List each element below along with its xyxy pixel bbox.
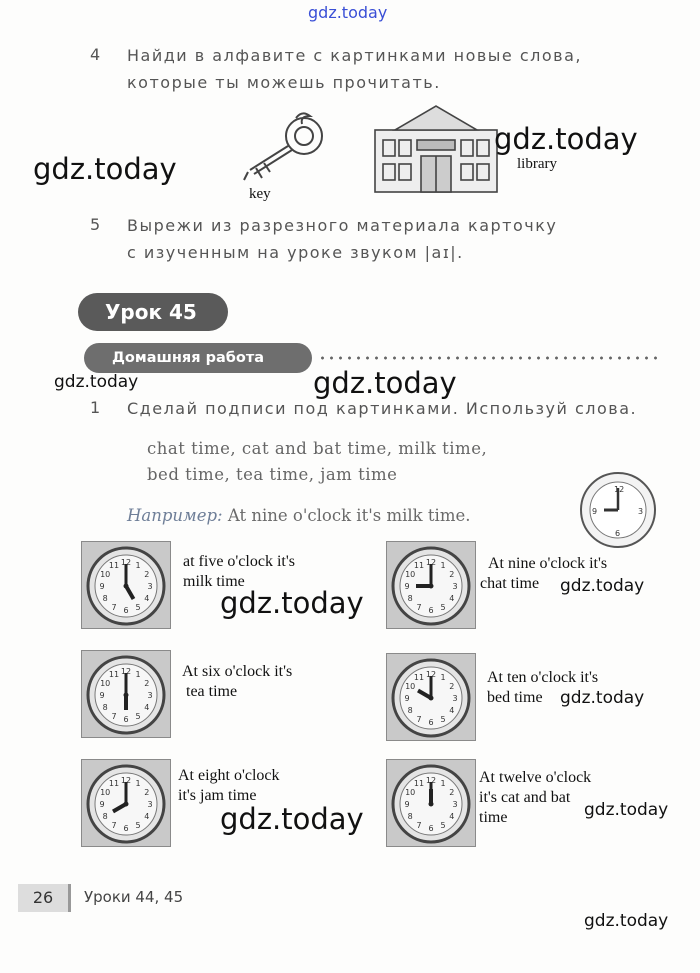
clock-numeral: 10: [100, 570, 111, 579]
clock-numeral: 9: [99, 582, 105, 591]
example-text: At nine o'clock it's milk time.: [227, 506, 471, 525]
clock-numeral: 2: [449, 682, 455, 691]
clock-numeral: 6: [428, 718, 434, 727]
clock-icon: [387, 760, 475, 846]
clock-numeral: 10: [100, 788, 111, 797]
svg-text:6: 6: [615, 529, 621, 538]
watermark-10: gdz.today: [584, 911, 669, 931]
clock-numeral: 9: [404, 694, 410, 703]
answer-4-line-2: bed time: [487, 689, 543, 706]
answer-2-line-1: At nine o'clock it's: [488, 555, 608, 572]
clock-numeral: 2: [144, 570, 150, 579]
clock-numeral: 2: [144, 788, 150, 797]
clock-numeral: 10: [405, 682, 416, 691]
clock-numeral: 12: [425, 776, 437, 785]
answer-5-line-1: At eight o'clock: [178, 767, 280, 784]
clock-numeral: 8: [407, 594, 413, 603]
clock-numeral: 11: [108, 670, 120, 680]
clock-numeral: 2: [144, 679, 150, 688]
clock-numeral: 5: [440, 602, 446, 612]
svg-text:3: 3: [638, 507, 644, 516]
clock-numeral: 4: [449, 812, 455, 821]
task-4-line-1: Найди в алфавите с картинками новые слова,: [127, 46, 582, 65]
clock-image-6: [386, 759, 476, 847]
answer-4-line-1: At ten o'clock it's: [487, 669, 599, 686]
example-label: Например:: [127, 506, 223, 525]
clock-numeral: 8: [407, 706, 413, 715]
task-4-text: [127, 42, 582, 96]
clock-image-4: [386, 653, 476, 741]
clock-numeral: 4: [144, 812, 150, 821]
clock-image-3: [81, 650, 171, 738]
clock-numeral: 1: [135, 670, 141, 680]
word-list: [147, 436, 487, 488]
watermark-5: gdz.today: [560, 576, 645, 596]
task-5-line-2: с изученным на уроке звуком |aɪ|.: [127, 243, 464, 262]
word-list-line-2: bed time, tea time, jam time: [147, 465, 398, 484]
clock-numeral: 4: [144, 594, 150, 603]
task-4-number: 4: [90, 45, 101, 64]
answer-6-line-3: time: [479, 809, 508, 826]
clock-icon: [82, 651, 170, 737]
clock-numeral: 5: [135, 820, 141, 830]
answer-6-line-2: it's cat and bat: [479, 789, 571, 806]
task-5-line-1: Вырежи из разрезного материала карточку: [127, 216, 558, 235]
clock-image-5: [81, 759, 171, 847]
clock-numeral: 12: [120, 776, 132, 785]
clock-numeral: 7: [111, 602, 117, 612]
clock-numeral: 4: [449, 706, 455, 715]
key-caption: key: [249, 186, 271, 202]
library-caption: library: [517, 156, 557, 172]
clock-numeral: 10: [405, 788, 416, 797]
clock-numeral: 5: [135, 602, 141, 612]
answer-3-line-2: tea time: [182, 683, 238, 700]
clock-icon: [82, 542, 170, 628]
clock-numeral: 7: [111, 711, 117, 721]
library-icon: [373, 100, 499, 194]
answer-5: [178, 766, 280, 806]
clock-numeral: 6: [123, 606, 129, 615]
clock-numeral: 5: [440, 714, 446, 724]
clock-numeral: 10: [100, 679, 111, 688]
task-4-line-2: которые ты можешь прочитать.: [127, 73, 441, 92]
watermark-1: gdz.today: [33, 152, 177, 186]
footer-lessons: Уроки 44, 45: [84, 888, 184, 906]
clock-numeral: 9: [99, 691, 105, 700]
clock-numeral: 5: [440, 820, 446, 830]
clock-numeral: 8: [102, 812, 108, 821]
clock-numeral: 6: [428, 824, 434, 833]
clock-numeral: 3: [452, 694, 458, 703]
lesson-title: Урок 45: [78, 293, 228, 331]
clock-numeral: 2: [449, 570, 455, 579]
svg-text:9: 9: [592, 507, 598, 516]
clock-numeral: 11: [413, 561, 425, 571]
watermark-8: gdz.today: [584, 800, 669, 820]
homework-title: Домашняя работа: [84, 343, 312, 373]
clock-numeral: 3: [147, 800, 153, 809]
clock-numeral: 3: [452, 582, 458, 591]
clock-numeral: 2: [449, 788, 455, 797]
clock-numeral: 3: [452, 800, 458, 809]
clock-numeral: 3: [147, 691, 153, 700]
clock-numeral: 8: [102, 703, 108, 712]
watermark-2: gdz.today: [494, 122, 638, 156]
clock-numeral: 9: [404, 800, 410, 809]
clock-numeral: 1: [440, 673, 446, 683]
clock-numeral: 7: [111, 820, 117, 830]
clock-numeral: 7: [416, 820, 422, 830]
clock-numeral: 12: [425, 670, 437, 679]
watermark-6: gdz.today: [220, 586, 364, 620]
answer-3-line-1: At six o'clock it's: [182, 663, 293, 680]
clock-image-1: [81, 541, 171, 629]
clock-image-2: [386, 541, 476, 629]
clock-numeral: 6: [428, 606, 434, 615]
clock-numeral: 6: [123, 715, 129, 724]
watermark-9: gdz.today: [220, 802, 364, 836]
clock-numeral: 12: [120, 667, 132, 676]
task-5-number: 5: [90, 215, 101, 234]
clock-numeral: 1: [135, 561, 141, 571]
task-5-text: [127, 212, 557, 266]
answer-1-line-1: at five o'clock it's: [183, 553, 295, 570]
example: [127, 506, 470, 525]
clock-numeral: 12: [120, 558, 132, 567]
clock-numeral: 1: [135, 779, 141, 789]
clock-numeral: 11: [413, 779, 425, 789]
clock-numeral: 1: [440, 561, 446, 571]
clock-numeral: 8: [407, 812, 413, 821]
watermark-4: gdz.today: [313, 366, 457, 400]
example-clock-icon: [578, 470, 658, 550]
clock-icon: [387, 654, 475, 740]
watermark-3: gdz.today: [54, 372, 139, 392]
clock-numeral: 7: [416, 602, 422, 612]
answer-3: [182, 662, 292, 702]
clock-numeral: 11: [108, 561, 120, 571]
clock-numeral: 4: [144, 703, 150, 712]
page-number: 26: [18, 884, 71, 912]
key-icon: [232, 108, 332, 188]
clock-numeral: 6: [123, 824, 129, 833]
task-1-number: 1: [90, 398, 101, 417]
clock-numeral: 4: [449, 594, 455, 603]
clock-numeral: 7: [416, 714, 422, 724]
dotted-divider: [318, 356, 662, 360]
word-list-line-1: chat time, cat and bat time, milk time,: [147, 439, 488, 458]
clock-numeral: 5: [135, 711, 141, 721]
clock-numeral: 11: [108, 779, 120, 789]
clock-numeral: 1: [440, 779, 446, 789]
svg-text:12: 12: [614, 485, 625, 494]
clock-numeral: 12: [425, 558, 437, 567]
watermark-7: gdz.today: [560, 688, 645, 708]
clock-numeral: 8: [102, 594, 108, 603]
answer-5-line-2: it's jam time: [178, 787, 257, 804]
clock-numeral: 10: [405, 570, 416, 579]
clock-icon: [82, 760, 170, 846]
clock-numeral: 9: [99, 800, 105, 809]
answer-6-line-1: At twelve o'clock: [479, 769, 592, 786]
watermark-top: gdz.today: [308, 3, 388, 22]
answer-1-line-2: milk time: [183, 573, 245, 590]
task-1-instruction: Сделай подписи под картинками. Используй слова.: [127, 399, 638, 418]
clock-numeral: 3: [147, 582, 153, 591]
clock-numeral: 11: [413, 673, 425, 683]
answer-2-line-2: chat time: [480, 575, 540, 592]
clock-icon: [387, 542, 475, 628]
answer-6: [479, 768, 591, 828]
clock-numeral: 9: [404, 582, 410, 591]
